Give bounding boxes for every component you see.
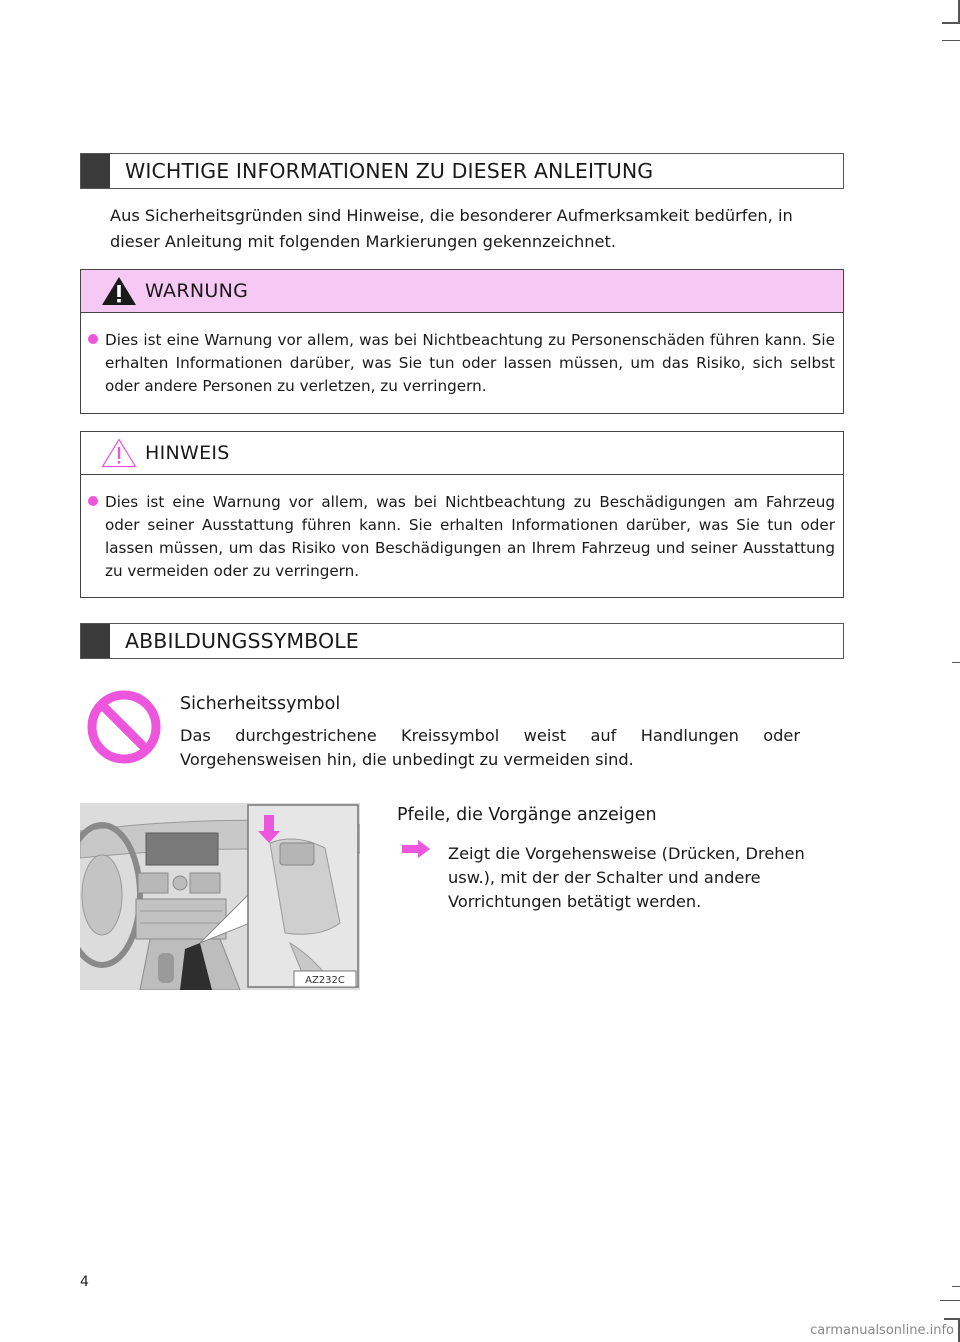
crop-mark [942, 22, 960, 24]
illustration-code: AZ232C [305, 975, 345, 986]
safety-symbol-title: Sicherheitssymbol [180, 694, 341, 714]
pink-arrow-icon [402, 840, 430, 858]
crop-mark [942, 40, 960, 41]
intro-text: Aus Sicherheitsgründen sind Hinweise, die besonderer Aufmerksamkeit bedürfen, in dieser Anleitung mit folgenden Markierungen gekennzeichnet. [110, 206, 793, 251]
safety-symbol-text: Das durchgestrichene Kreissymbol weist auf Handlungen oder Vorgehensweisen hin, die unbedingt zu vermeiden sind. [180, 726, 800, 769]
section-title: ABBILDUNGSSYMBOLE [125, 629, 359, 653]
warning-body [81, 313, 843, 398]
crop-mark [952, 662, 960, 663]
notice-header [81, 432, 843, 475]
arrows-text: Zeigt die Vorgehensweise (Drücken, Drehen usw.), mit der der Schalter und andere Vorrichtungen betätigt werden. [448, 844, 805, 911]
warning-triangle-icon [101, 276, 137, 306]
section-header-info [80, 153, 844, 189]
car-interior-illustration [80, 803, 360, 990]
warning-text: Dies ist eine Warnung vor allem, was bei Nichtbeachtung zu Personenschäden führen kann. Sie erhalten Informationen darüber, was Sie tun oder lassen müssen, um das Risiko, sich selbst oder andere Personen zu verletzen, zu verringern. [105, 331, 835, 395]
notice-label: HINWEIS [145, 442, 230, 464]
notice-body [81, 475, 843, 583]
prohibition-circle-icon [86, 689, 162, 765]
section-title: WICHTIGE INFORMATIONEN ZU DIESER ANLEITUNG [125, 159, 654, 183]
section-header-symbols [80, 623, 844, 659]
crop-mark [940, 1300, 960, 1301]
section-header-bar [81, 154, 110, 188]
bullet-icon [88, 334, 98, 344]
crop-mark [952, 1286, 960, 1287]
watermark: carmanualsonline.info [810, 1323, 954, 1338]
arrows-title: Pfeile, die Vorgänge anzeigen [397, 805, 657, 825]
notice-box [80, 431, 844, 598]
bullet-icon [88, 496, 98, 506]
warning-header [81, 270, 843, 313]
notice-text: Dies ist eine Warnung vor allem, was bei Nichtbeachtung zu Beschädigungen am Fahrzeug oder seiner Ausstattung führen kann. Sie erhalten Informationen darüber, was Sie tun oder lassen müssen, um das Risiko von Beschädigungen an Ihrem Fahrzeug und seiner Ausstattung zu vermeiden oder zu verringern. [105, 493, 835, 580]
caution-triangle-outline-icon [101, 438, 137, 468]
warning-box [80, 269, 844, 414]
page-number: 4 [80, 1274, 89, 1290]
warning-label: WARNUNG [145, 280, 249, 302]
section-header-bar [81, 624, 110, 658]
